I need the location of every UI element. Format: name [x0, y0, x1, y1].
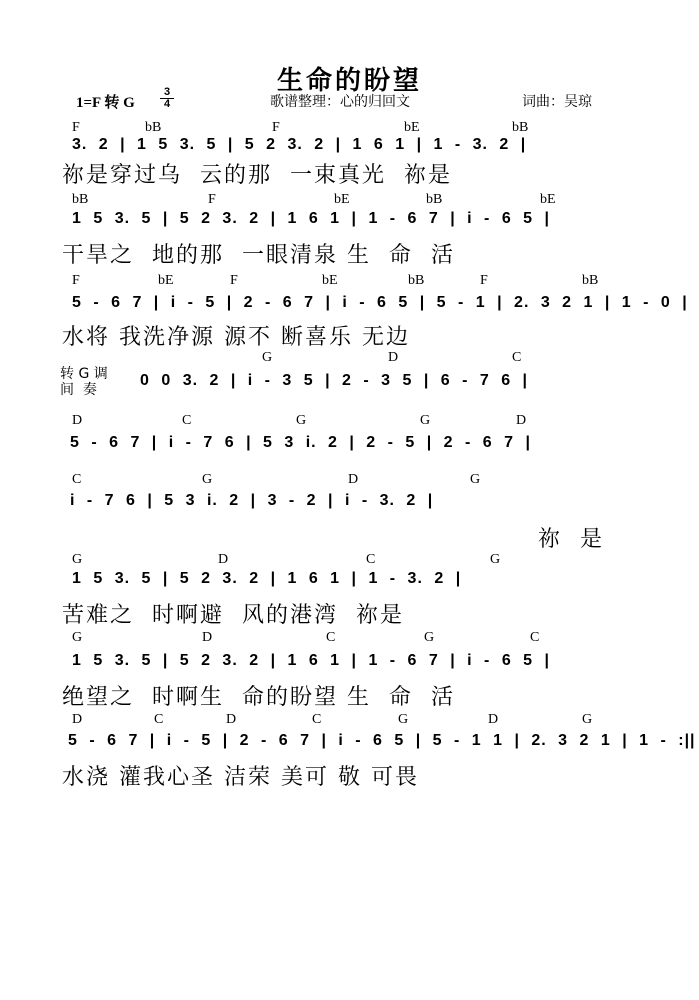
- composer-credit: 词曲：吴琼: [522, 94, 592, 110]
- chord-symbol: C: [154, 712, 164, 727]
- chord-symbol: G: [262, 350, 273, 365]
- chord-symbol: D: [488, 712, 499, 727]
- chord-symbol: F: [480, 273, 488, 288]
- chord-symbol: D: [218, 552, 229, 567]
- chord-symbol: F: [272, 120, 280, 135]
- chord-symbol: D: [348, 472, 359, 487]
- chord-symbol: G: [398, 712, 409, 727]
- chord-symbol: F: [230, 273, 238, 288]
- chord-symbol: G: [72, 552, 83, 567]
- chord-symbol: C: [182, 413, 192, 428]
- chord-symbol: F: [72, 273, 80, 288]
- chord-symbol: G: [490, 552, 501, 567]
- chord-symbol: bE: [158, 273, 174, 288]
- time-signature-bottom: 4: [160, 98, 174, 110]
- time-signature-top: 3: [163, 86, 171, 98]
- lyric-line: 水将 我洗净源 源不 断喜乐 无边: [62, 325, 410, 350]
- chord-symbol: D: [72, 712, 83, 727]
- chord-symbol: G: [72, 630, 83, 645]
- notation-line: 1 5 3. 5 | 5 2 3. 2 | 1 6 1 | 1 - 3. 2 |: [72, 570, 462, 587]
- chord-symbol: C: [326, 630, 336, 645]
- chord-symbol: bE: [322, 273, 338, 288]
- lyric-line: 干旱之 地的那 一眼清泉 生 命 活: [62, 243, 455, 268]
- chord-symbol: G: [582, 712, 593, 727]
- chord-symbol: G: [296, 413, 307, 428]
- chord-symbol: bB: [72, 192, 89, 207]
- chord-symbol: D: [226, 712, 237, 727]
- chord-symbol: bE: [334, 192, 350, 207]
- chord-symbol: bB: [426, 192, 443, 207]
- song-title: 生命的盼望: [276, 66, 422, 96]
- notation-line: 1 5 3. 5 | 5 2 3. 2 | 1 6 1 | 1 - 6 7 | i - 6 5 |: [72, 210, 550, 227]
- chord-symbol: F: [208, 192, 216, 207]
- lyric-line: 祢是穿过乌 云的那 一束真光 祢是: [62, 163, 452, 188]
- chord-symbol: C: [530, 630, 540, 645]
- chord-symbol: bB: [582, 273, 599, 288]
- chord-symbol: bE: [404, 120, 420, 135]
- notation-line: 5 - 6 7 | i - 7 6 | 5 3 i. 2 | 2 - 5 | 2 - 6 7 |: [70, 434, 531, 451]
- chord-symbol: F: [72, 120, 80, 135]
- chord-symbol: bB: [512, 120, 529, 135]
- chord-symbol: G: [424, 630, 435, 645]
- chord-symbol: C: [312, 712, 322, 727]
- lyric-line: 水浇 灌我心圣 洁荣 美可 敬 可畏: [62, 765, 419, 790]
- lyric-line: 绝望之 时啊生 命的盼望 生 命 活: [62, 685, 455, 710]
- notation-line: i - 7 6 | 5 3 i. 2 | 3 - 2 | i - 3. 2 |: [70, 492, 434, 509]
- lyric-line: 祢 是: [538, 527, 604, 552]
- interlude-label: 转 G 调 间 奏: [60, 366, 108, 398]
- chord-symbol: G: [420, 413, 431, 428]
- notation-line: 5 - 6 7 | i - 5 | 2 - 6 7 | i - 6 5 | 5 - 1 1 | 2. 3 2 1 | 1 - :||: [68, 732, 696, 749]
- chord-symbol: D: [516, 413, 527, 428]
- chord-symbol: bE: [540, 192, 556, 207]
- notation-line: 0 0 3. 2 | i - 3 5 | 2 - 3 5 | 6 - 7 6 |: [140, 372, 529, 389]
- key-signature: 1=F 转 G: [76, 95, 135, 111]
- chord-symbol: D: [202, 630, 213, 645]
- chord-symbol: bB: [408, 273, 425, 288]
- chord-symbol: C: [72, 472, 82, 487]
- lyric-line: 苦难之 时啊避 风的港湾 祢是: [62, 603, 404, 628]
- time-signature: [160, 87, 174, 110]
- chord-symbol: G: [202, 472, 213, 487]
- notation-line: 3. 2 | 1 5 3. 5 | 5 2 3. 2 | 1 6 1 | 1 - 3. 2 |: [72, 136, 527, 153]
- chord-symbol: D: [72, 413, 83, 428]
- notation-line: 5 - 6 7 | i - 5 | 2 - 6 7 | i - 6 5 | 5 - 1 | 2. 3 2 1 | 1 - 0 |: [72, 294, 688, 311]
- chord-symbol: bB: [145, 120, 162, 135]
- chord-symbol: C: [366, 552, 376, 567]
- chord-symbol: G: [470, 472, 481, 487]
- chord-symbol: D: [388, 350, 399, 365]
- chord-symbol: C: [512, 350, 522, 365]
- notation-line: 1 5 3. 5 | 5 2 3. 2 | 1 6 1 | 1 - 6 7 | i - 6 5 |: [72, 652, 550, 669]
- arranger-credit: 歌谱整理：心的归回文: [270, 94, 410, 110]
